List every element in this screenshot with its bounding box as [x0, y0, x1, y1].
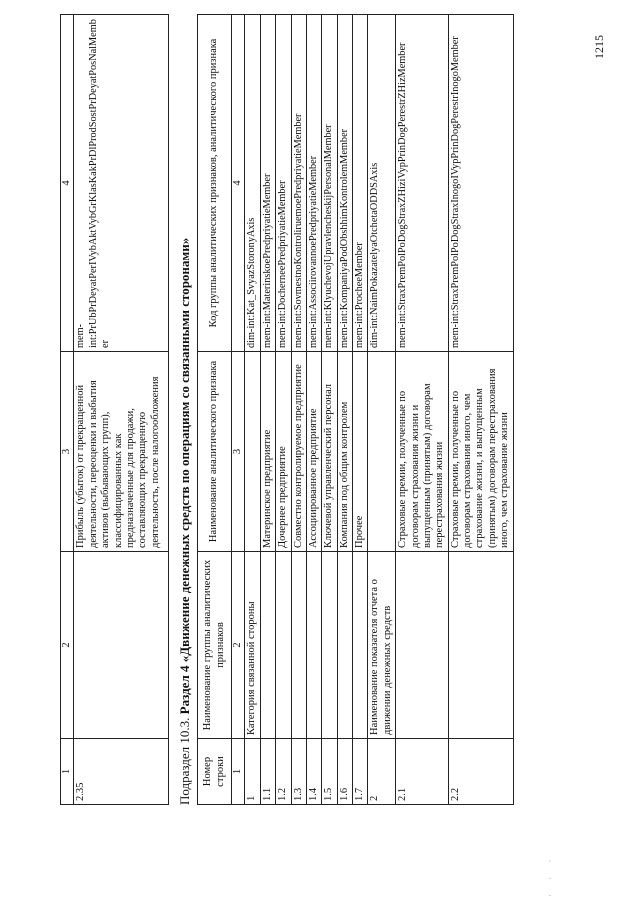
- feature-code: mem-int:ProcheeMember: [353, 15, 368, 352]
- group-name: Категория связанной стороны: [245, 552, 260, 739]
- previous-table: [60, 14, 169, 805]
- table-row: [337, 15, 352, 805]
- row-number: 1.4: [306, 739, 321, 805]
- group-name: [448, 552, 513, 739]
- table-row: [448, 15, 513, 805]
- feature-name: Прочее: [353, 352, 368, 552]
- table-row: [260, 15, 275, 805]
- subsection-label: Подраздел 10.3.: [177, 714, 192, 805]
- feature-code: mem-int:DocherneePredpriyatieMember: [276, 15, 291, 352]
- feature-code: dim-int:Kat_SvyazStoronyAxis: [245, 15, 260, 352]
- table-row: [306, 15, 321, 805]
- column-number-row: [61, 15, 74, 805]
- header-cell: Номер строки: [198, 739, 232, 805]
- feature-code: mem-int:KlyuchevojUpravlencheskijPersonalMember: [322, 15, 337, 352]
- feature-name: Страховые премии, полученные по договорам страхования иного, чем страхование жизни, и выпущенным (принятым) договорам перестрахования иного, чем страхование жизни: [448, 352, 513, 552]
- column-number: 4: [61, 15, 74, 352]
- header-cell: Код группы аналитических признаков, аналитического признака: [198, 15, 232, 352]
- column-number: 2: [61, 552, 74, 739]
- table-row: [74, 15, 169, 805]
- row-number: 1.1: [260, 739, 275, 805]
- group-name: [276, 552, 291, 739]
- row-number: 1.2: [276, 739, 291, 805]
- group-name: [74, 552, 169, 739]
- feature-code: dim-int:NaimPokazatelyaOtchetaODDSAxis: [368, 15, 396, 352]
- row-number: 1.5: [322, 739, 337, 805]
- feature-name: Компания под общим контролем: [337, 352, 352, 552]
- column-number: 1: [61, 739, 74, 805]
- table-row: [368, 15, 396, 805]
- group-name: [291, 552, 306, 739]
- group-name: [322, 552, 337, 739]
- table-row: [353, 15, 368, 805]
- feature-code: mem-int:MaterinskoePredpriyatieMember: [260, 15, 275, 352]
- feature-code: mem-int:SovmestnoKontroliruemoePredpriyatieMember: [291, 15, 306, 352]
- section-heading: [177, 15, 192, 805]
- group-name: [306, 552, 321, 739]
- row-number: 2.2: [448, 739, 513, 805]
- group-name: [353, 552, 368, 739]
- related-party-table: [197, 14, 514, 805]
- table-row: [396, 15, 449, 805]
- header-row: [198, 15, 232, 805]
- feature-name: [245, 352, 260, 552]
- header-cell: Наименование аналитического признака: [198, 352, 232, 552]
- feature-name: Ключевой управленческий персонал: [322, 352, 337, 552]
- table-row: [276, 15, 291, 805]
- section-title: Раздел 4 «Движение денежных средств по операциям со связанными сторонами»: [177, 237, 192, 715]
- feature-name: Совместно контролируемое предприятие: [291, 352, 306, 552]
- column-number: 2: [232, 552, 245, 739]
- table-row: [291, 15, 306, 805]
- table-row: [322, 15, 337, 805]
- column-number: 1: [232, 739, 245, 805]
- feature-code: mem-int:StraxPremPolPoDogStraxInogoIVypPrinDogPerestrInogoMember: [448, 15, 513, 352]
- header-cell: Наименование группы аналитических признаков: [198, 552, 232, 739]
- column-number: 3: [232, 352, 245, 552]
- column-number-row: [232, 15, 245, 805]
- column-number: 3: [61, 352, 74, 552]
- page-number: 1215: [592, 35, 606, 59]
- feature-code: mem-int:StraxPremPolPoDogStraxZHiziVypPrinDogPerestrZHizMember: [396, 15, 449, 352]
- feature-name: [368, 352, 396, 552]
- group-name: [260, 552, 275, 739]
- row-number: 1: [245, 739, 260, 805]
- feature-name: Дочернее предприятие: [276, 352, 291, 552]
- row-number: 2.35: [74, 739, 169, 805]
- feature-code: mem-int:AssociirovannoePredpriyatieMember: [306, 15, 321, 352]
- row-number: 1.3: [291, 739, 306, 805]
- feature-name: Прибыль (убыток) от прекращенной деятельности, переоценки и выбытия активов (выбывающих групп), классифицированных как предназначенные для продажи, составляющих прекращенную деятельность, после налогообложения: [74, 352, 169, 552]
- feature-code: mem-int:KompaniyaPodObshhimKontrolemMember: [337, 15, 352, 352]
- table-row: [245, 15, 260, 805]
- feature-name: Материнское предприятие: [260, 352, 275, 552]
- group-name: [396, 552, 449, 739]
- row-number: 1.7: [353, 739, 368, 805]
- feature-code: mem-int:PrUbPrDeyatPerIVybAktVybGrKlasKakPrDlProdSostPrDeyatPosNalMember: [74, 15, 169, 352]
- row-number: 2.1: [396, 739, 449, 805]
- scan-marks: · · ·: [545, 853, 555, 897]
- row-number: 1.6: [337, 739, 352, 805]
- feature-name: Страховые премии, полученные по договорам страхования жизни и выпущенным (принятым) договорам перестрахования жизни: [396, 352, 449, 552]
- column-number: 4: [232, 15, 245, 352]
- feature-name: Ассоциированное предприятие: [306, 352, 321, 552]
- row-number: 2: [368, 739, 396, 805]
- group-name: [337, 552, 352, 739]
- group-name: Наименование показателя отчета о движении денежных средств: [368, 552, 396, 739]
